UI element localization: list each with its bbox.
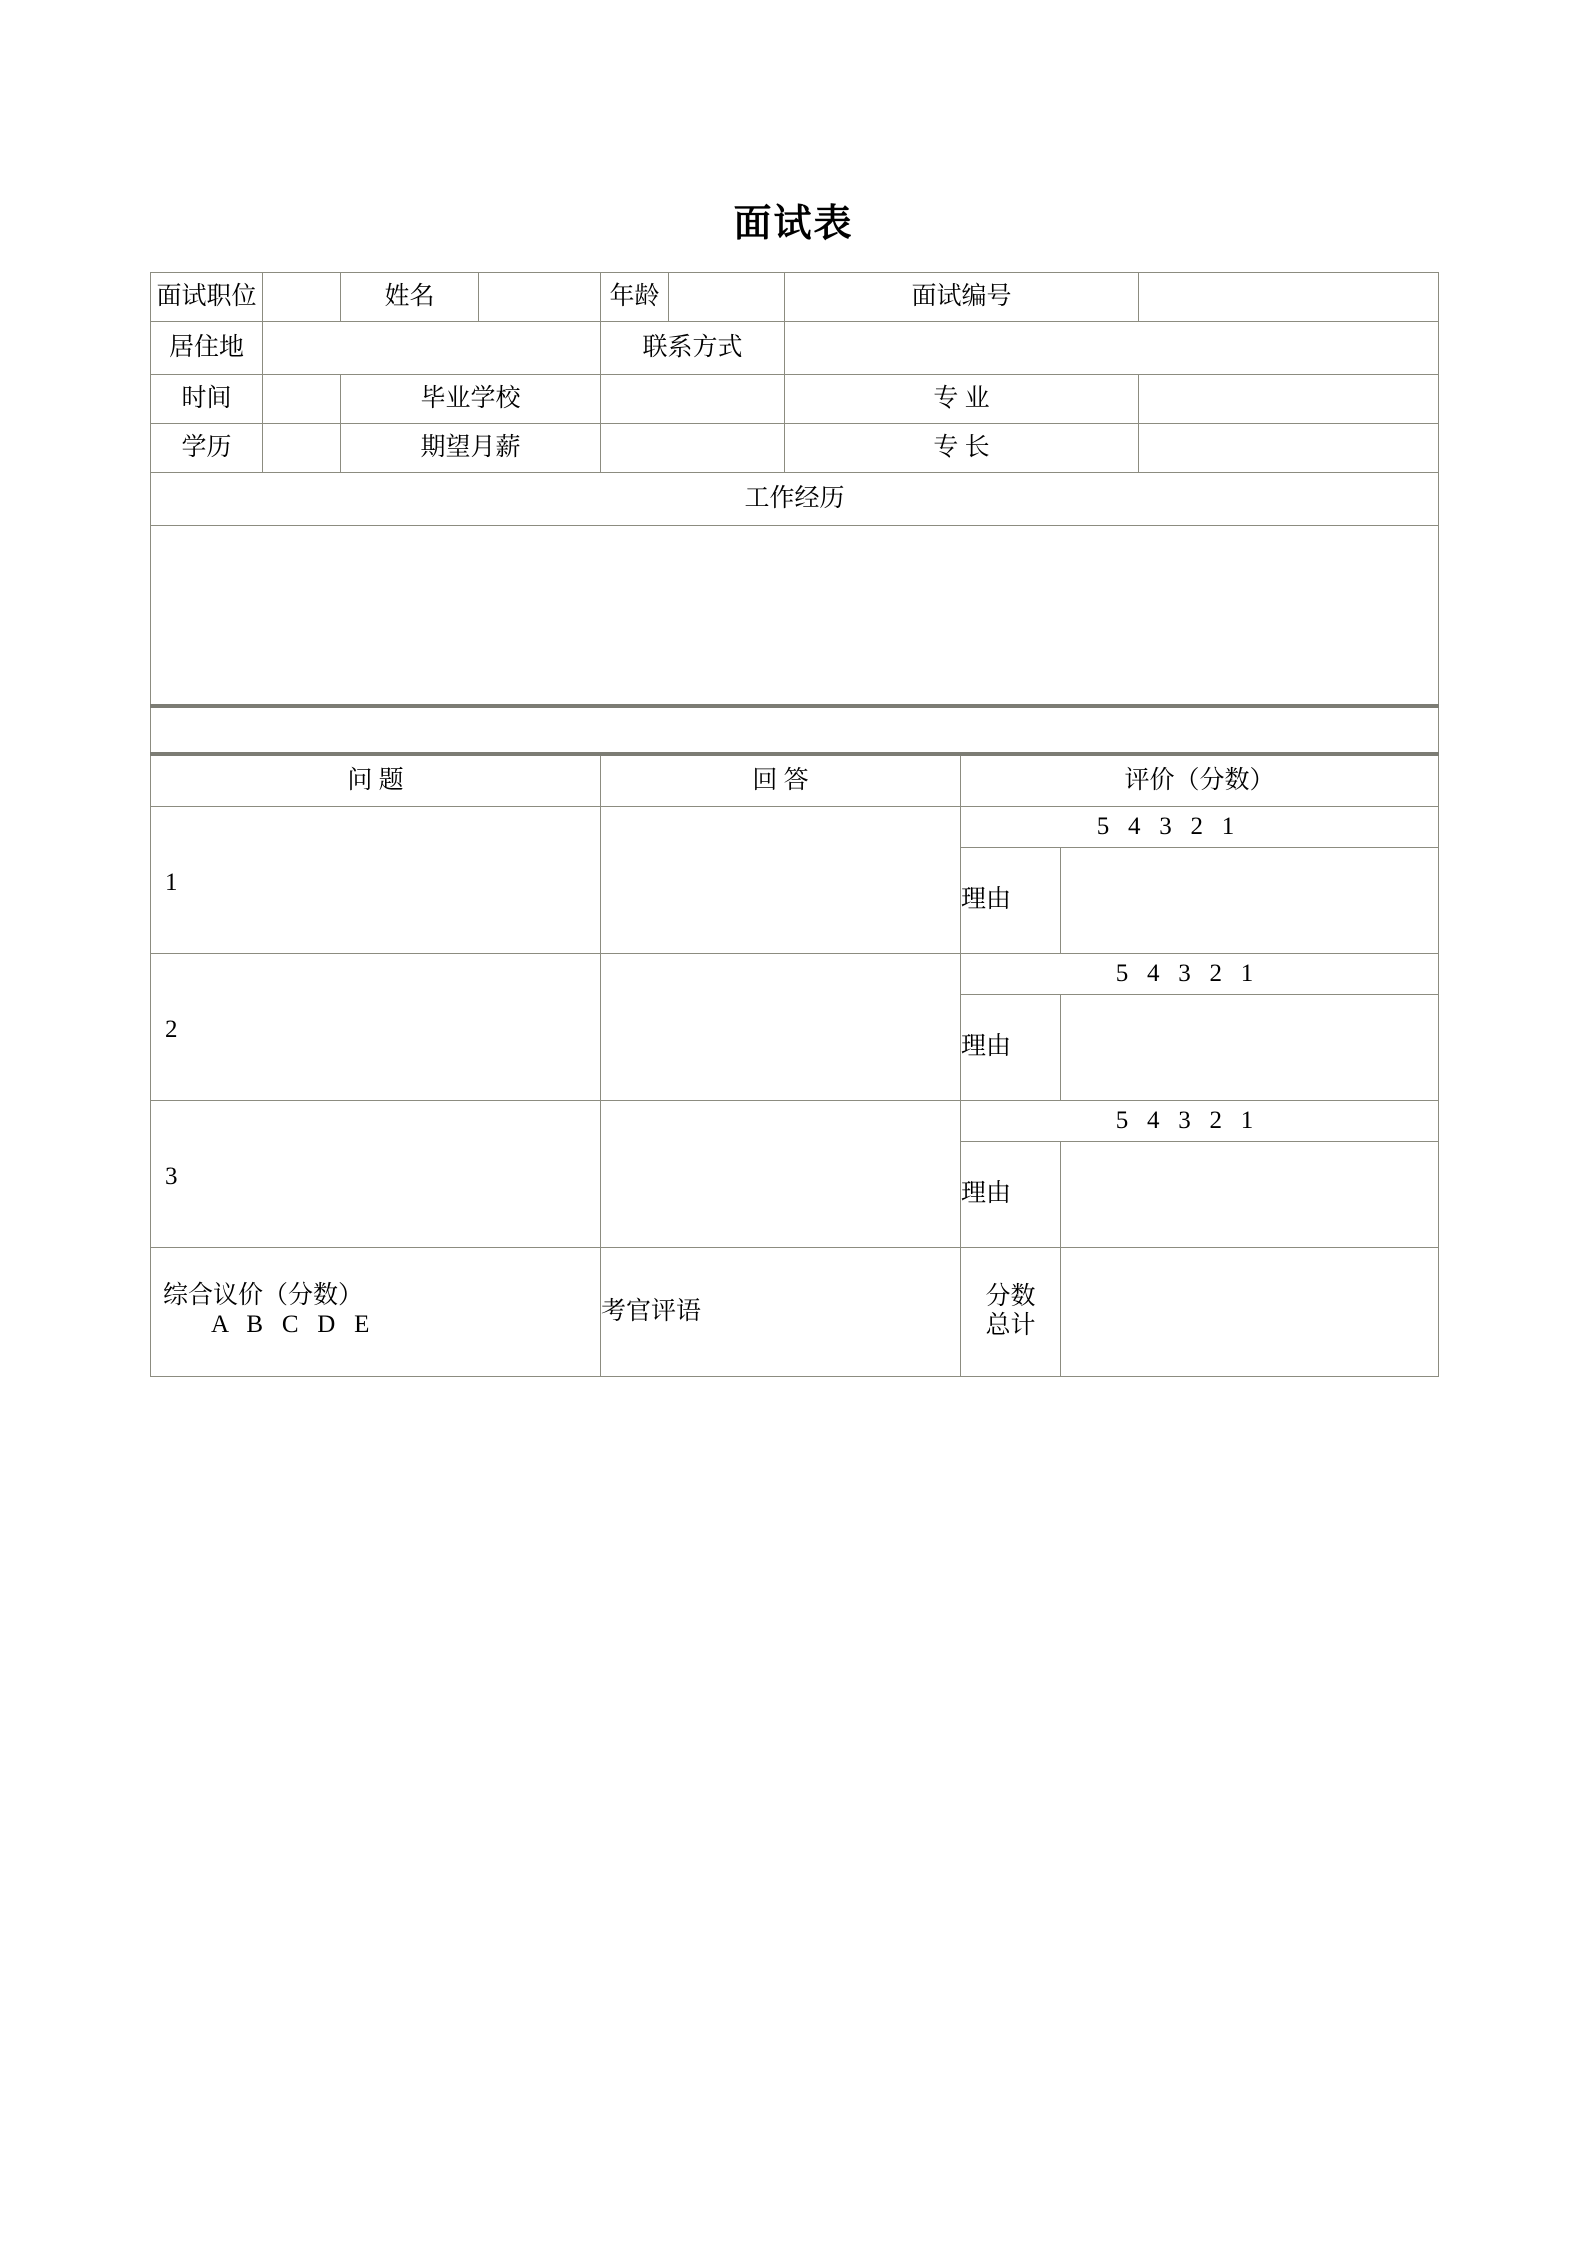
label-examiner-comment: 考官评语 — [601, 1297, 702, 1325]
label-work-experience: 工作经历 — [151, 473, 1439, 526]
field-age[interactable] — [669, 273, 785, 322]
field-reason-2[interactable] — [1061, 995, 1439, 1101]
field-residence[interactable] — [263, 322, 601, 375]
table-row-question-3-scores — [151, 1101, 1439, 1142]
field-reason-3[interactable] — [1061, 1142, 1439, 1248]
field-major[interactable] — [1139, 375, 1439, 424]
field-answer-2[interactable] — [601, 954, 961, 1101]
field-name[interactable] — [479, 273, 601, 322]
field-question-3[interactable]: 3 — [151, 1101, 601, 1248]
field-interview-number[interactable] — [1139, 273, 1439, 322]
field-expected-salary[interactable] — [601, 424, 785, 473]
page-title: 面试表 — [733, 203, 854, 245]
label-interview-position: 面试职位 — [151, 273, 263, 322]
label-reason-3: 理由 — [961, 1142, 1061, 1248]
spacer-cell — [151, 706, 1439, 754]
label-name: 姓名 — [341, 273, 479, 322]
field-question-1[interactable]: 1 — [151, 807, 601, 954]
field-graduate-school[interactable] — [601, 375, 785, 424]
label-contact: 联系方式 — [601, 322, 785, 375]
label-total-score: 分数 总计 — [961, 1248, 1061, 1377]
overall-evaluation-cell[interactable] — [151, 1248, 601, 1377]
field-contact[interactable] — [785, 322, 1439, 375]
field-work-experience[interactable] — [151, 526, 1439, 707]
label-education: 学历 — [151, 424, 263, 473]
examiner-comment-cell[interactable] — [601, 1248, 961, 1377]
interview-form-table — [150, 272, 1439, 1377]
table-row-work-experience-body — [151, 526, 1439, 707]
label-specialty: 专 长 — [785, 424, 1139, 473]
table-row-question-1-scores — [151, 807, 1439, 848]
table-row-basic-1 — [151, 273, 1439, 322]
table-row-question-2-scores — [151, 954, 1439, 995]
label-major: 专 业 — [785, 375, 1139, 424]
field-question-2[interactable]: 2 — [151, 954, 601, 1101]
header-evaluation: 评价（分数） — [961, 754, 1439, 807]
header-answer: 回 答 — [601, 754, 961, 807]
table-row-qa-header — [151, 754, 1439, 807]
table-row-spacer — [151, 706, 1439, 754]
interview-form — [150, 272, 1438, 1377]
label-interview-number: 面试编号 — [785, 273, 1139, 322]
field-education[interactable] — [263, 424, 341, 473]
field-specialty[interactable] — [1139, 424, 1439, 473]
field-total-score[interactable] — [1061, 1248, 1439, 1377]
label-residence: 居住地 — [151, 322, 263, 375]
field-time[interactable] — [263, 375, 341, 424]
overall-grade-scale[interactable]: A B C D E — [211, 1310, 370, 1338]
table-row-basic-3 — [151, 375, 1439, 424]
field-interview-position[interactable] — [263, 273, 341, 322]
field-answer-1[interactable] — [601, 807, 961, 954]
label-time: 时间 — [151, 375, 263, 424]
header-question: 问 题 — [151, 754, 601, 807]
label-expected-salary: 期望月薪 — [341, 424, 601, 473]
score-scale-2[interactable]: 5 4 3 2 1 — [961, 954, 1439, 995]
label-reason-1: 理由 — [961, 848, 1061, 954]
table-row-work-experience-title — [151, 473, 1439, 526]
label-age: 年龄 — [601, 273, 669, 322]
table-row-basic-2 — [151, 322, 1439, 375]
score-scale-3[interactable]: 5 4 3 2 1 — [961, 1101, 1439, 1142]
label-reason-2: 理由 — [961, 995, 1061, 1101]
table-row-summary — [151, 1248, 1439, 1377]
field-reason-1[interactable] — [1061, 848, 1439, 954]
label-graduate-school: 毕业学校 — [341, 375, 601, 424]
overall-evaluation-inner — [151, 1248, 600, 1376]
score-scale-1[interactable]: 5 4 3 2 1 — [961, 807, 1439, 848]
table-row-basic-4 — [151, 424, 1439, 473]
field-answer-3[interactable] — [601, 1101, 961, 1248]
label-overall-evaluation: 综合议价（分数） — [163, 1282, 364, 1309]
